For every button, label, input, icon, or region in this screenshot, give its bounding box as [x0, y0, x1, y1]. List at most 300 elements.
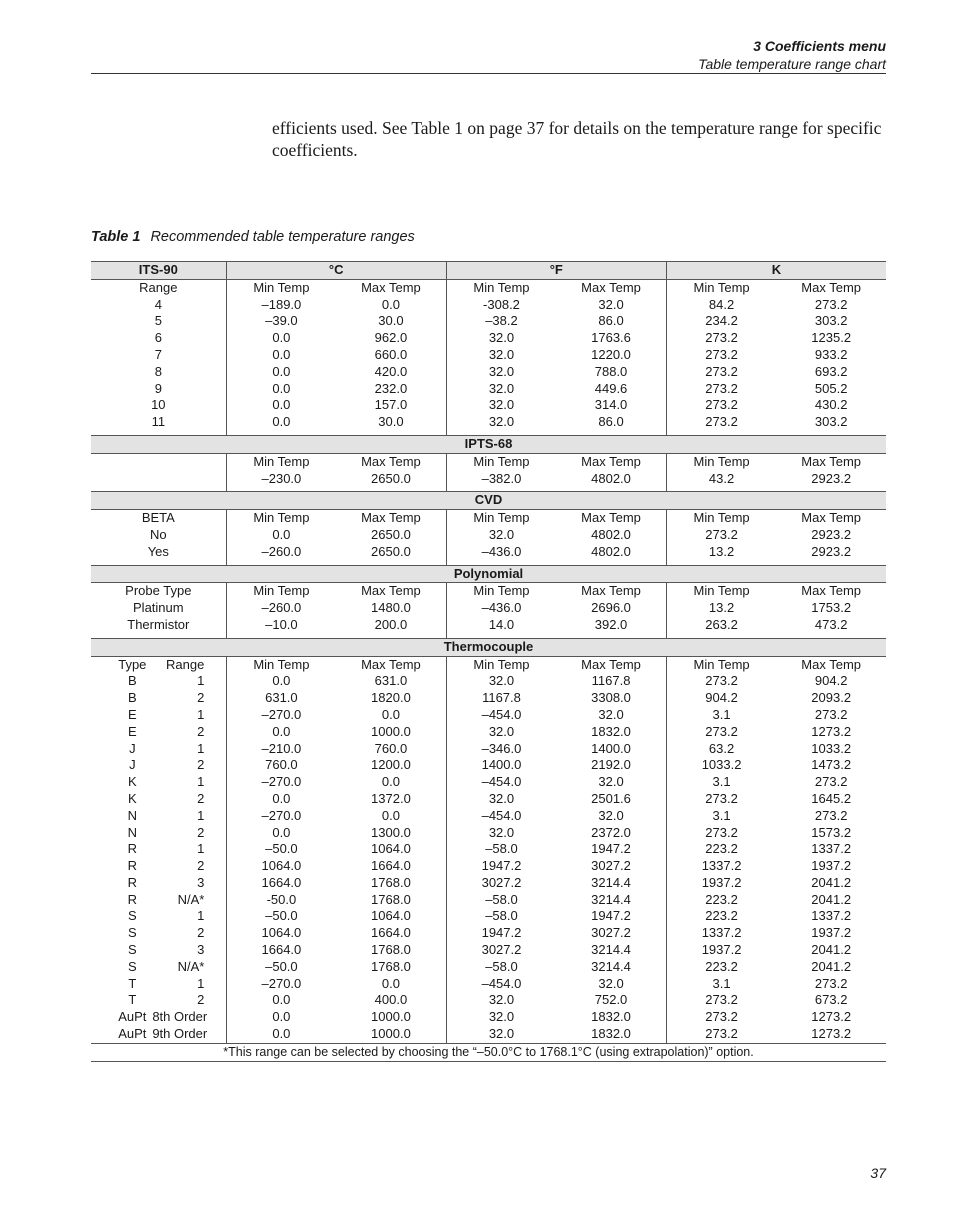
value-cell: 1337.2 — [811, 841, 852, 857]
value-cell: 0.0 — [272, 346, 291, 362]
thermocouple-type: R — [127, 874, 137, 890]
value-cell: –346.0 — [481, 740, 522, 756]
table-row — [91, 858, 886, 875]
value-cell: 1645.2 — [811, 790, 852, 806]
thermocouple-range: 2 — [197, 757, 205, 773]
value-cell: 1337.2 — [811, 908, 852, 924]
table-row — [91, 414, 886, 431]
column-head: Min Temp — [253, 453, 310, 469]
value-cell: 32.0 — [488, 363, 515, 379]
value-cell: 1372.0 — [336, 791, 446, 808]
value-cell: 273.2 — [705, 380, 738, 396]
value-cell: 1937.2 — [811, 925, 852, 941]
thermocouple-range: 2 — [197, 925, 205, 941]
value-cell: 43.2 — [708, 470, 735, 486]
section-title: Thermocouple — [91, 638, 886, 656]
type-range-cell — [91, 841, 226, 858]
column-head: Min Temp — [473, 279, 530, 295]
value-cell: 400.0 — [336, 992, 446, 1009]
running-header-section: Table temperature range chart — [698, 56, 886, 72]
value-cell: 1937.2 — [701, 874, 742, 890]
value-cell: 3027.2 — [556, 858, 666, 875]
value-cell: 631.0 — [265, 690, 298, 706]
thermocouple-type: R — [127, 841, 137, 857]
table-row — [91, 1026, 886, 1043]
page-number: 37 — [870, 1165, 886, 1181]
value-cell: 1473.2 — [811, 757, 852, 773]
value-cell: 1480.0 — [336, 600, 446, 617]
value-cell: 2041.2 — [811, 958, 852, 974]
value-cell: 0.0 — [336, 707, 446, 724]
value-cell: 273.2 — [814, 807, 848, 823]
value-cell: 1235.2 — [811, 330, 852, 346]
value-cell: 760.0 — [265, 757, 298, 773]
table-row — [91, 544, 886, 561]
value-cell: 4802.0 — [556, 527, 666, 544]
type-range-cell — [91, 908, 226, 925]
thermocouple-range: 1 — [197, 740, 205, 756]
value-cell: 1573.2 — [811, 824, 852, 840]
value-cell: 263.2 — [705, 616, 738, 632]
temperature-range-table — [91, 261, 886, 1062]
section-header-row — [91, 435, 886, 453]
value-cell: 0.0 — [272, 363, 291, 379]
value-cell: 273.2 — [705, 526, 738, 542]
type-head: Type — [118, 656, 147, 672]
type-range-head — [91, 656, 226, 673]
value-cell: 760.0 — [336, 741, 446, 758]
thermocouple-range: 1 — [197, 706, 205, 722]
thermocouple-type: S — [127, 925, 137, 941]
value-cell: –454.0 — [481, 706, 522, 722]
row-label: 5 — [91, 313, 226, 330]
value-cell: 2041.2 — [811, 891, 852, 907]
value-cell: 273.2 — [814, 975, 848, 991]
value-cell: -308.2 — [483, 296, 520, 312]
running-header-chapter: 3 Coefficients menu — [753, 38, 886, 54]
value-cell: 962.0 — [336, 330, 446, 347]
value-cell: 0.0 — [336, 774, 446, 791]
value-cell: 2696.0 — [556, 600, 666, 617]
thermocouple-type: S — [127, 942, 137, 958]
column-head: Max Temp — [556, 279, 666, 296]
value-cell: 84.2 — [708, 296, 735, 312]
thermocouple-range: 2 — [197, 723, 205, 739]
thermocouple-type: J — [129, 757, 136, 773]
column-head-row — [91, 583, 886, 600]
table-row — [91, 617, 886, 634]
value-cell: 1947.2 — [556, 908, 666, 925]
value-cell: 3.1 — [712, 706, 731, 722]
thermocouple-range: 1 — [197, 841, 205, 857]
value-cell: 0.0 — [336, 297, 446, 314]
type-range-cell — [91, 741, 226, 758]
column-head: Max Temp — [556, 656, 666, 673]
value-cell: 1753.2 — [811, 600, 852, 616]
value-cell: 1400.0 — [481, 757, 522, 773]
value-cell: 1947.2 — [481, 925, 522, 941]
type-range-cell — [91, 892, 226, 909]
row-label — [91, 471, 226, 488]
value-cell: 4802.0 — [556, 471, 666, 488]
column-head: Max Temp — [556, 583, 666, 600]
table-row — [91, 297, 886, 314]
table-row — [91, 707, 886, 724]
table-row — [91, 741, 886, 758]
table-row — [91, 471, 886, 488]
table-row — [91, 757, 886, 774]
row-label: 7 — [91, 347, 226, 364]
table-row — [91, 330, 886, 347]
value-cell: 1064.0 — [336, 841, 446, 858]
value-cell: 788.0 — [556, 364, 666, 381]
thermocouple-type: AuPt — [118, 1026, 147, 1042]
thermocouple-type: R — [127, 858, 137, 874]
column-head: Max Temp — [801, 510, 862, 526]
type-range-cell — [91, 925, 226, 942]
row-label: 11 — [91, 414, 226, 431]
value-cell: 1033.2 — [811, 740, 852, 756]
value-cell: –50.0 — [265, 908, 298, 924]
value-cell: 32.0 — [556, 774, 666, 791]
value-cell: 1064.0 — [261, 925, 302, 941]
type-range-cell — [91, 757, 226, 774]
value-cell: 449.6 — [556, 381, 666, 398]
column-head: Min Temp — [693, 510, 750, 526]
thermocouple-type: R — [127, 891, 137, 907]
value-cell: 1000.0 — [336, 1026, 446, 1043]
thermocouple-type: K — [127, 774, 137, 790]
row-label: 6 — [91, 330, 226, 347]
column-head: Min Temp — [473, 583, 530, 599]
value-cell: 2923.2 — [811, 526, 852, 542]
value-cell: 273.2 — [705, 790, 738, 806]
value-cell: 30.0 — [336, 414, 446, 431]
thermocouple-range: 2 — [197, 824, 205, 840]
table-row — [91, 600, 886, 617]
value-cell: 0.0 — [336, 808, 446, 825]
value-cell: 1937.2 — [811, 858, 852, 874]
table-row — [91, 724, 886, 741]
value-cell: 32.0 — [488, 824, 515, 840]
type-range-cell — [91, 690, 226, 707]
value-cell: 223.2 — [705, 908, 738, 924]
type-range-cell — [91, 875, 226, 892]
value-cell: 1768.0 — [336, 959, 446, 976]
value-cell: 32.0 — [488, 1026, 515, 1042]
column-head: Max Temp — [336, 583, 446, 600]
value-cell: 1664.0 — [261, 874, 302, 890]
value-cell: 32.0 — [488, 673, 515, 689]
value-cell: 273.2 — [705, 346, 738, 362]
value-cell: 1273.2 — [811, 723, 852, 739]
value-cell: 1947.2 — [556, 841, 666, 858]
value-cell: 86.0 — [556, 414, 666, 431]
value-cell: 0.0 — [272, 824, 291, 840]
value-cell: 314.0 — [556, 397, 666, 414]
column-head: Max Temp — [336, 656, 446, 673]
row-label: 8 — [91, 364, 226, 381]
value-cell: 2650.0 — [336, 527, 446, 544]
section-header-row — [91, 565, 886, 583]
value-cell: 32.0 — [556, 808, 666, 825]
table-caption-label: Table 1 — [91, 229, 141, 245]
value-cell: 1768.0 — [336, 875, 446, 892]
value-cell: 2041.2 — [811, 874, 852, 890]
section-title: Polynomial — [91, 565, 886, 583]
table-row — [91, 808, 886, 825]
value-cell: 32.0 — [556, 976, 666, 993]
thermocouple-type: N — [127, 824, 137, 840]
type-range-cell — [91, 825, 226, 842]
value-cell: 1947.2 — [481, 858, 522, 874]
value-cell: –50.0 — [265, 841, 298, 857]
value-cell: 0.0 — [272, 673, 291, 689]
value-cell: –50.0 — [265, 958, 298, 974]
value-cell: 13.2 — [708, 543, 735, 559]
thermocouple-range: 2 — [197, 992, 205, 1008]
value-cell: 32.0 — [488, 723, 515, 739]
unit-header: °C — [226, 262, 446, 280]
type-range-cell — [91, 858, 226, 875]
value-cell: –270.0 — [261, 975, 302, 991]
type-range-cell — [91, 959, 226, 976]
value-cell: 392.0 — [556, 617, 666, 634]
column-head: Min Temp — [253, 279, 310, 295]
value-cell: 1273.2 — [811, 1026, 852, 1042]
value-cell: 1832.0 — [556, 1026, 666, 1043]
value-cell: 273.2 — [814, 296, 848, 312]
table-row — [91, 976, 886, 993]
value-cell: 0.0 — [336, 976, 446, 993]
column-head-row — [91, 510, 886, 527]
value-cell: 223.2 — [705, 891, 738, 907]
value-cell: 1664.0 — [261, 942, 302, 958]
value-cell: 273.2 — [705, 363, 738, 379]
thermocouple-type: E — [127, 706, 137, 722]
value-cell: –436.0 — [481, 543, 522, 559]
value-cell: 32.0 — [488, 330, 515, 346]
value-cell: –39.0 — [265, 313, 298, 329]
type-range-cell — [91, 1009, 226, 1026]
value-cell: 32.0 — [488, 526, 515, 542]
value-cell: 904.2 — [814, 673, 848, 689]
thermocouple-type: S — [127, 908, 137, 924]
value-cell: 660.0 — [336, 347, 446, 364]
section-title: IPTS-68 — [91, 435, 886, 453]
thermocouple-type: S — [127, 958, 137, 974]
value-cell: 234.2 — [705, 313, 738, 329]
section-header-row — [91, 492, 886, 510]
section-title: CVD — [91, 492, 886, 510]
value-cell: 273.2 — [705, 330, 738, 346]
column-head: Max Temp — [801, 279, 862, 295]
thermocouple-range: 1 — [197, 774, 205, 790]
value-cell: 30.0 — [336, 313, 446, 330]
value-cell: –58.0 — [485, 891, 518, 907]
value-cell: –270.0 — [261, 774, 302, 790]
column-head-row — [91, 656, 886, 673]
value-cell: 505.2 — [814, 380, 848, 396]
column-head-row — [91, 279, 886, 296]
value-cell: –454.0 — [481, 807, 522, 823]
value-cell: 232.0 — [336, 381, 446, 398]
table-caption-title: Recommended table temperature ranges — [150, 229, 415, 245]
value-cell: –436.0 — [481, 600, 522, 616]
value-cell: 273.2 — [814, 774, 848, 790]
value-cell: 3.1 — [712, 774, 731, 790]
thermocouple-range: 8th Order — [152, 1009, 208, 1025]
value-cell: 1832.0 — [556, 1009, 666, 1026]
table-row — [91, 1009, 886, 1026]
value-cell: 1167.8 — [556, 673, 666, 690]
row-label: Thermistor — [91, 617, 226, 634]
table-row — [91, 364, 886, 381]
range-head: Range — [91, 279, 226, 296]
unit-header: °F — [446, 262, 666, 280]
value-cell: 1064.0 — [261, 858, 302, 874]
value-cell: 32.0 — [488, 380, 515, 396]
thermocouple-range: 2 — [197, 690, 205, 706]
value-cell: –270.0 — [261, 807, 302, 823]
value-cell: 273.2 — [705, 1026, 738, 1042]
value-cell: 1300.0 — [336, 825, 446, 842]
type-range-cell — [91, 673, 226, 690]
value-cell: 3308.0 — [556, 690, 666, 707]
value-cell: 1832.0 — [556, 724, 666, 741]
column-head: Min Temp — [253, 583, 310, 599]
table-row — [91, 825, 886, 842]
probe-type-head: Probe Type — [91, 583, 226, 600]
value-cell: 0.0 — [272, 414, 291, 430]
table-row — [91, 527, 886, 544]
value-cell: 3214.4 — [556, 875, 666, 892]
table-row — [91, 313, 886, 330]
value-cell: 1200.0 — [336, 757, 446, 774]
value-cell: 631.0 — [336, 673, 446, 690]
table-row — [91, 381, 886, 398]
column-head: Max Temp — [556, 510, 666, 527]
value-cell: 86.0 — [556, 313, 666, 330]
row-label: 10 — [91, 397, 226, 414]
type-range-cell — [91, 774, 226, 791]
value-cell: 32.0 — [488, 790, 515, 806]
value-cell: 1033.2 — [701, 757, 742, 773]
value-cell: –260.0 — [261, 600, 302, 616]
row-label: 9 — [91, 381, 226, 398]
value-cell: 303.2 — [814, 414, 848, 430]
value-cell: 3027.2 — [481, 942, 522, 958]
type-range-cell — [91, 942, 226, 959]
value-cell: 2093.2 — [811, 690, 852, 706]
column-head: Min Temp — [473, 656, 530, 672]
unit-header-row — [91, 262, 886, 280]
table-row — [91, 942, 886, 959]
table-row — [91, 925, 886, 942]
value-cell: 32.0 — [488, 992, 515, 1008]
value-cell: 2192.0 — [556, 757, 666, 774]
thermocouple-range: 1 — [197, 908, 205, 924]
value-cell: 157.0 — [336, 397, 446, 414]
value-cell: 273.2 — [705, 673, 738, 689]
value-cell: 273.2 — [705, 824, 738, 840]
table-footnote: *This range can be selected by choosing the “–50.0°C to 1768.1°C (using extrapolation)” option. — [91, 1043, 886, 1061]
value-cell: 1064.0 — [336, 908, 446, 925]
table-row — [91, 774, 886, 791]
table-row — [91, 397, 886, 414]
value-cell: 2041.2 — [811, 942, 852, 958]
value-cell: 32.0 — [488, 1009, 515, 1025]
value-cell: 1000.0 — [336, 1009, 446, 1026]
value-cell: 32.0 — [556, 707, 666, 724]
footnote-row — [91, 1043, 886, 1061]
value-cell: 1000.0 — [336, 724, 446, 741]
blank-head — [91, 453, 226, 470]
value-cell: 32.0 — [488, 397, 515, 413]
type-range-cell — [91, 791, 226, 808]
value-cell: 752.0 — [556, 992, 666, 1009]
value-cell: 273.2 — [814, 706, 848, 722]
column-head: Max Temp — [801, 583, 862, 599]
column-head: Max Temp — [336, 279, 446, 296]
column-head: Max Temp — [801, 453, 862, 469]
row-label: No — [91, 527, 226, 544]
header-rule — [91, 73, 886, 74]
beta-head: BETA — [91, 510, 226, 527]
thermocouple-range: 1 — [197, 673, 205, 689]
table-row — [91, 892, 886, 909]
value-cell: 430.2 — [814, 397, 848, 413]
value-cell: 0.0 — [272, 790, 291, 806]
value-cell: –454.0 — [481, 975, 522, 991]
thermocouple-type: T — [128, 992, 137, 1008]
value-cell: –58.0 — [485, 908, 518, 924]
thermocouple-range: 3 — [197, 874, 205, 890]
value-cell: 32.0 — [488, 414, 515, 430]
thermocouple-type: E — [127, 723, 137, 739]
table-row — [91, 908, 886, 925]
value-cell: –260.0 — [261, 543, 302, 559]
table-row — [91, 673, 886, 690]
value-cell: 1763.6 — [556, 330, 666, 347]
type-range-cell — [91, 1026, 226, 1043]
column-head: Min Temp — [693, 583, 750, 599]
table-row — [91, 791, 886, 808]
value-cell: 0.0 — [272, 992, 291, 1008]
value-cell: 3214.4 — [556, 942, 666, 959]
value-cell: 1937.2 — [701, 942, 742, 958]
column-head: Min Temp — [693, 453, 750, 469]
value-cell: 420.0 — [336, 364, 446, 381]
value-cell: 0.0 — [272, 397, 291, 413]
value-cell: 2372.0 — [556, 825, 666, 842]
thermocouple-range: 1 — [197, 807, 205, 823]
value-cell: –10.0 — [265, 616, 298, 632]
type-range-cell — [91, 724, 226, 741]
value-cell: 1337.2 — [701, 858, 742, 874]
value-cell: 933.2 — [814, 346, 848, 362]
type-range-cell — [91, 808, 226, 825]
column-head: Min Temp — [473, 510, 530, 526]
row-label: Yes — [91, 544, 226, 561]
value-cell: –58.0 — [485, 958, 518, 974]
value-cell: 0.0 — [272, 1026, 291, 1042]
table-row — [91, 690, 886, 707]
value-cell: 2501.6 — [556, 791, 666, 808]
value-cell: –189.0 — [261, 296, 302, 312]
value-cell: 2923.2 — [811, 470, 852, 486]
value-cell: 1768.0 — [336, 892, 446, 909]
